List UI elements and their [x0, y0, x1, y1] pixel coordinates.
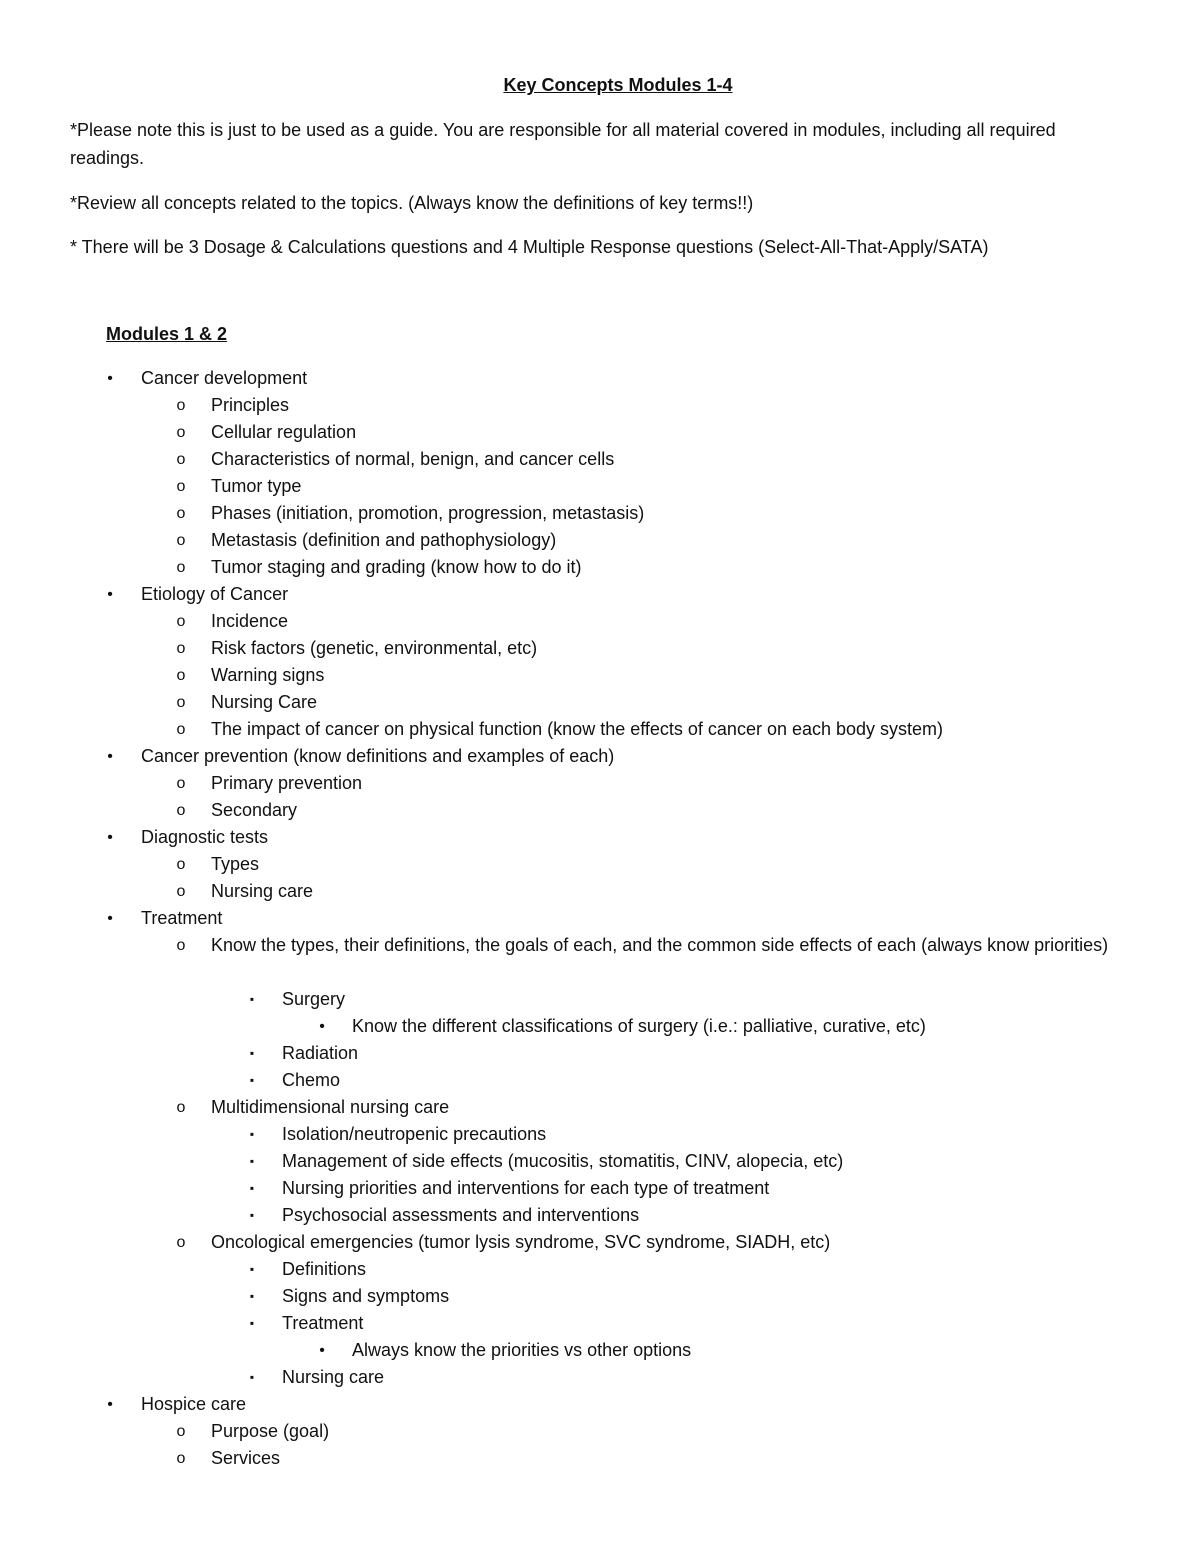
bullet-marker: ▪	[249, 1073, 255, 1087]
bullet-marker: o	[176, 559, 186, 576]
outline-item-level-2	[0, 851, 1200, 878]
bullet-marker: •	[319, 1342, 325, 1359]
bullet-marker: •	[107, 910, 113, 927]
outline-item-level-2	[0, 797, 1200, 824]
outline-item-text: Secondary	[211, 800, 298, 820]
outline-item-text: Always know the priorities vs other options	[352, 1340, 692, 1360]
bullet-marker: o	[176, 397, 186, 414]
section-heading: Modules 1 & 2	[106, 324, 228, 344]
outline-item-text: Nursing Care	[211, 692, 318, 712]
outline-item-level-2	[0, 1445, 1200, 1472]
outline-item-text: Services	[211, 1448, 281, 1468]
outline-item-text: Nursing priorities and interventions for each type of treatment	[282, 1178, 770, 1198]
bullet-marker: ▪	[249, 1262, 255, 1276]
outline-item-text: Principles	[211, 395, 290, 415]
outline-item-text: Multidimensional nursing care	[211, 1097, 450, 1117]
outline-item-level-2	[0, 1094, 1200, 1121]
bullet-marker: o	[176, 505, 186, 522]
outline-item-level-3	[0, 1283, 1200, 1310]
bullet-marker: o	[176, 1423, 186, 1440]
outline-item-level-3	[0, 1202, 1200, 1229]
bullet-marker: •	[107, 1396, 113, 1413]
outline-item-level-2	[0, 878, 1200, 905]
outline-item-text: Phases (initiation, promotion, progression, metastasis)	[211, 503, 645, 523]
outline-item-text: Cellular regulation	[211, 422, 357, 442]
outline-item-text: Diagnostic tests	[141, 827, 269, 847]
outline-item-text: Metastasis (definition and pathophysiology)	[211, 530, 557, 550]
outline-item-text: Know the different classifications of surgery (i.e.: palliative, curative, etc)	[352, 1016, 926, 1036]
bullet-marker: o	[176, 883, 186, 900]
outline-item-level-1	[0, 365, 1200, 392]
outline-item-level-2	[0, 419, 1200, 446]
bullet-marker: o	[176, 451, 186, 468]
bullet-marker: •	[107, 586, 113, 603]
bullet-marker: o	[176, 1234, 186, 1251]
bullet-marker: ▪	[249, 1046, 255, 1060]
outline-item-level-2	[0, 689, 1200, 716]
bullet-marker: ▪	[249, 1316, 255, 1330]
bullet-marker: o	[176, 694, 186, 711]
guide-note: *Please note this is just to be used as a guide. You are responsible for all material covered in modules, including all required readings.	[70, 120, 1056, 168]
outline-item-level-2	[0, 446, 1200, 473]
outline-item-text: Treatment	[282, 1313, 364, 1333]
bullet-marker: o	[176, 667, 186, 684]
bullet-marker: o	[176, 640, 186, 657]
bullet-marker: o	[176, 1099, 186, 1116]
outline-item-text: Characteristics of normal, benign, and cancer cells	[211, 449, 615, 469]
outline-item-text: Isolation/neutropenic precautions	[282, 1124, 547, 1144]
outline-item-text: Incidence	[211, 611, 289, 631]
outline-item-level-2	[0, 473, 1200, 500]
outline-item-level-2	[0, 932, 1200, 986]
bullet-marker: o	[176, 721, 186, 738]
outline-item-level-1	[0, 581, 1200, 608]
bullet-marker: o	[176, 424, 186, 441]
review-note: *Review all concepts related to the topics. (Always know the definitions of key terms!!)	[70, 193, 754, 213]
bullet-marker: •	[319, 1018, 325, 1035]
outline-item-level-3	[0, 1067, 1200, 1094]
outline-item-level-3	[0, 1040, 1200, 1067]
outline-item-level-2	[0, 608, 1200, 635]
bullet-marker: o	[176, 802, 186, 819]
bullet-marker: ▪	[249, 1154, 255, 1168]
bullet-marker: ▪	[249, 1127, 255, 1141]
outline-item-level-1	[0, 1391, 1200, 1418]
outline-item-level-3	[0, 1256, 1200, 1283]
outline-item-level-1	[0, 824, 1200, 851]
bullet-marker: o	[176, 478, 186, 495]
outline-item-text: Risk factors (genetic, environmental, etc)	[211, 638, 538, 658]
outline-item-text: Treatment	[141, 908, 223, 928]
bullet-marker: •	[107, 370, 113, 387]
topic-outline	[0, 365, 1200, 1472]
bullet-marker: ▪	[249, 992, 255, 1006]
outline-item-text: Cancer prevention (know definitions and examples of each)	[141, 746, 615, 766]
outline-item-text: Management of side effects (mucositis, stomatitis, CINV, alopecia, etc)	[282, 1151, 844, 1171]
outline-item-text: Tumor type	[211, 476, 302, 496]
outline-item-text: Radiation	[282, 1043, 359, 1063]
outline-item-text: Surgery	[282, 989, 346, 1009]
outline-item-text: Types	[211, 854, 260, 874]
outline-item-level-3	[0, 1121, 1200, 1148]
outline-item-text: Nursing care	[282, 1367, 385, 1387]
outline-item-text: Definitions	[282, 1259, 367, 1279]
outline-item-level-3	[0, 986, 1200, 1013]
bullet-marker: o	[176, 1450, 186, 1467]
outline-item-text: Psychosocial assessments and interventions	[282, 1205, 640, 1225]
bullet-marker: o	[176, 532, 186, 549]
bullet-marker: ▪	[249, 1289, 255, 1303]
outline-item-text: Tumor staging and grading (know how to do it)	[211, 557, 582, 577]
outline-item-text: Cancer development	[141, 368, 308, 388]
outline-item-text: Chemo	[282, 1070, 341, 1090]
outline-item-text: Signs and symptoms	[282, 1286, 450, 1306]
exam-format-note: * There will be 3 Dosage & Calculations questions and 4 Multiple Response questions (Select-All-That-Apply/SATA)	[70, 237, 989, 257]
bullet-marker: •	[107, 829, 113, 846]
outline-item-level-4	[0, 1337, 1200, 1364]
outline-item-text: Etiology of Cancer	[141, 584, 289, 604]
outline-item-text: Hospice care	[141, 1394, 247, 1414]
bullet-marker: ▪	[249, 1208, 255, 1222]
bullet-marker: •	[107, 748, 113, 765]
bullet-marker: o	[176, 856, 186, 873]
bullet-marker: o	[176, 775, 186, 792]
outline-item-level-2	[0, 554, 1200, 581]
outline-item-level-2	[0, 392, 1200, 419]
outline-item-text: Warning signs	[211, 665, 325, 685]
outline-item-level-3	[0, 1175, 1200, 1202]
outline-item-level-3	[0, 1310, 1200, 1337]
outline-item-level-2	[0, 716, 1200, 743]
outline-item-level-3	[0, 1148, 1200, 1175]
bullet-marker: ▪	[249, 1370, 255, 1384]
outline-item-level-2	[0, 527, 1200, 554]
outline-item-text: Nursing care	[211, 881, 314, 901]
outline-item-level-2	[0, 635, 1200, 662]
outline-item-level-2	[0, 1418, 1200, 1445]
outline-item-level-1	[0, 905, 1200, 932]
outline-item-text: Purpose (goal)	[211, 1421, 330, 1441]
bullet-marker: ▪	[249, 1181, 255, 1195]
outline-item-level-1	[0, 743, 1200, 770]
outline-item-level-3	[0, 1364, 1200, 1391]
outline-item-level-2	[0, 770, 1200, 797]
outline-item-text: Know the types, their definitions, the goals of each, and the common side effects of each (always know priorities)	[211, 935, 1109, 955]
outline-item-text: Oncological emergencies (tumor lysis syndrome, SVC syndrome, SIADH, etc)	[211, 1232, 831, 1252]
outline-item-text: Primary prevention	[211, 773, 363, 793]
outline-item-level-2	[0, 1229, 1200, 1256]
document-title: Key Concepts Modules 1-4	[503, 75, 733, 95]
bullet-marker: o	[176, 937, 186, 954]
outline-item-level-2	[0, 500, 1200, 527]
bullet-marker: o	[176, 613, 186, 630]
outline-item-level-2	[0, 662, 1200, 689]
outline-item-level-4	[0, 1013, 1200, 1040]
outline-item-text: The impact of cancer on physical function (know the effects of cancer on each body system)	[211, 719, 944, 739]
